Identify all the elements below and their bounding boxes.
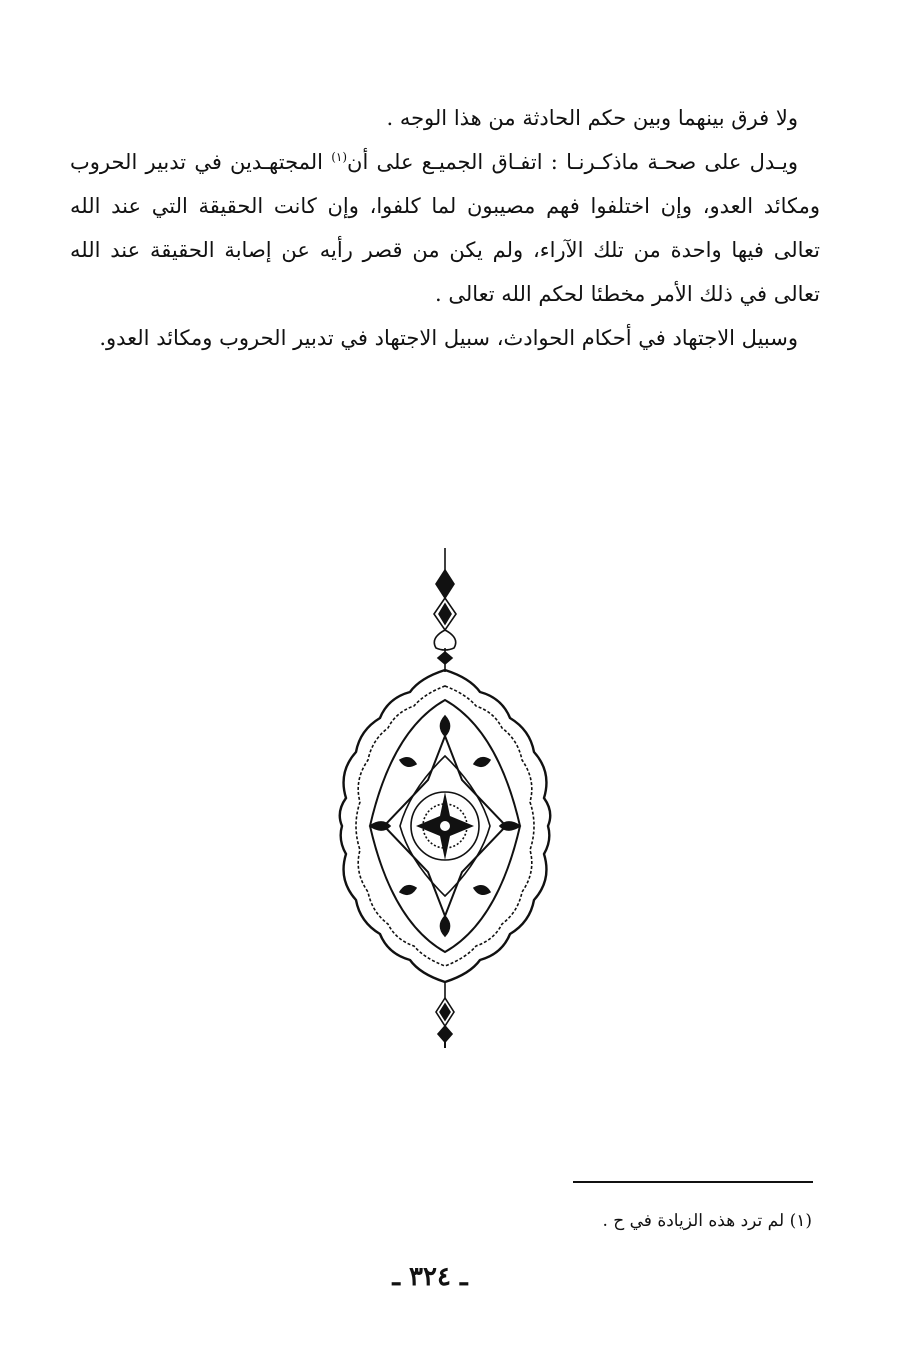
paragraph-3-text: وسبيل الاجتهاد في أحكام الحوادث، سبيل الاجتهاد في تدبير الحروب ومكائد العدو.: [99, 326, 798, 350]
arabesque-medallion-icon: [330, 540, 560, 1050]
paragraph-2-text-start: ويـدل على صحـة ماذكـرنـا : اتفـاق الجميـع على أن: [347, 150, 798, 174]
paragraph-2: [70, 140, 820, 316]
paragraph-1: [70, 96, 820, 140]
footnote: (١) لم ترد هذه الزيادة في ح .: [602, 1211, 812, 1231]
paragraph-1-text: ولا فرق بينهما وبين حكم الحادثة من هذا الوجه .: [386, 106, 798, 130]
footnote-divider: [573, 1181, 813, 1183]
page-number: ـ ٣٢٤ ـ: [392, 1262, 468, 1292]
paragraph-2-text-end: المجتهـدين في تدبير الحروب ومكائد العدو، وإن اختلفوا فهم مصيبون لما كلفوا، وإن كانت الحقيقة التي عند الله تعالى فيها واحدة من تلك الآراء، ولم يكن من قصر رأيه عن إصابة الحقيقة عند الله تعالى في ذلك الأمر مخطئا لحكم الله تعالى .: [70, 150, 820, 306]
paragraph-3: [70, 316, 820, 360]
footnote-reference: (١): [331, 150, 348, 164]
main-text: [70, 96, 820, 360]
